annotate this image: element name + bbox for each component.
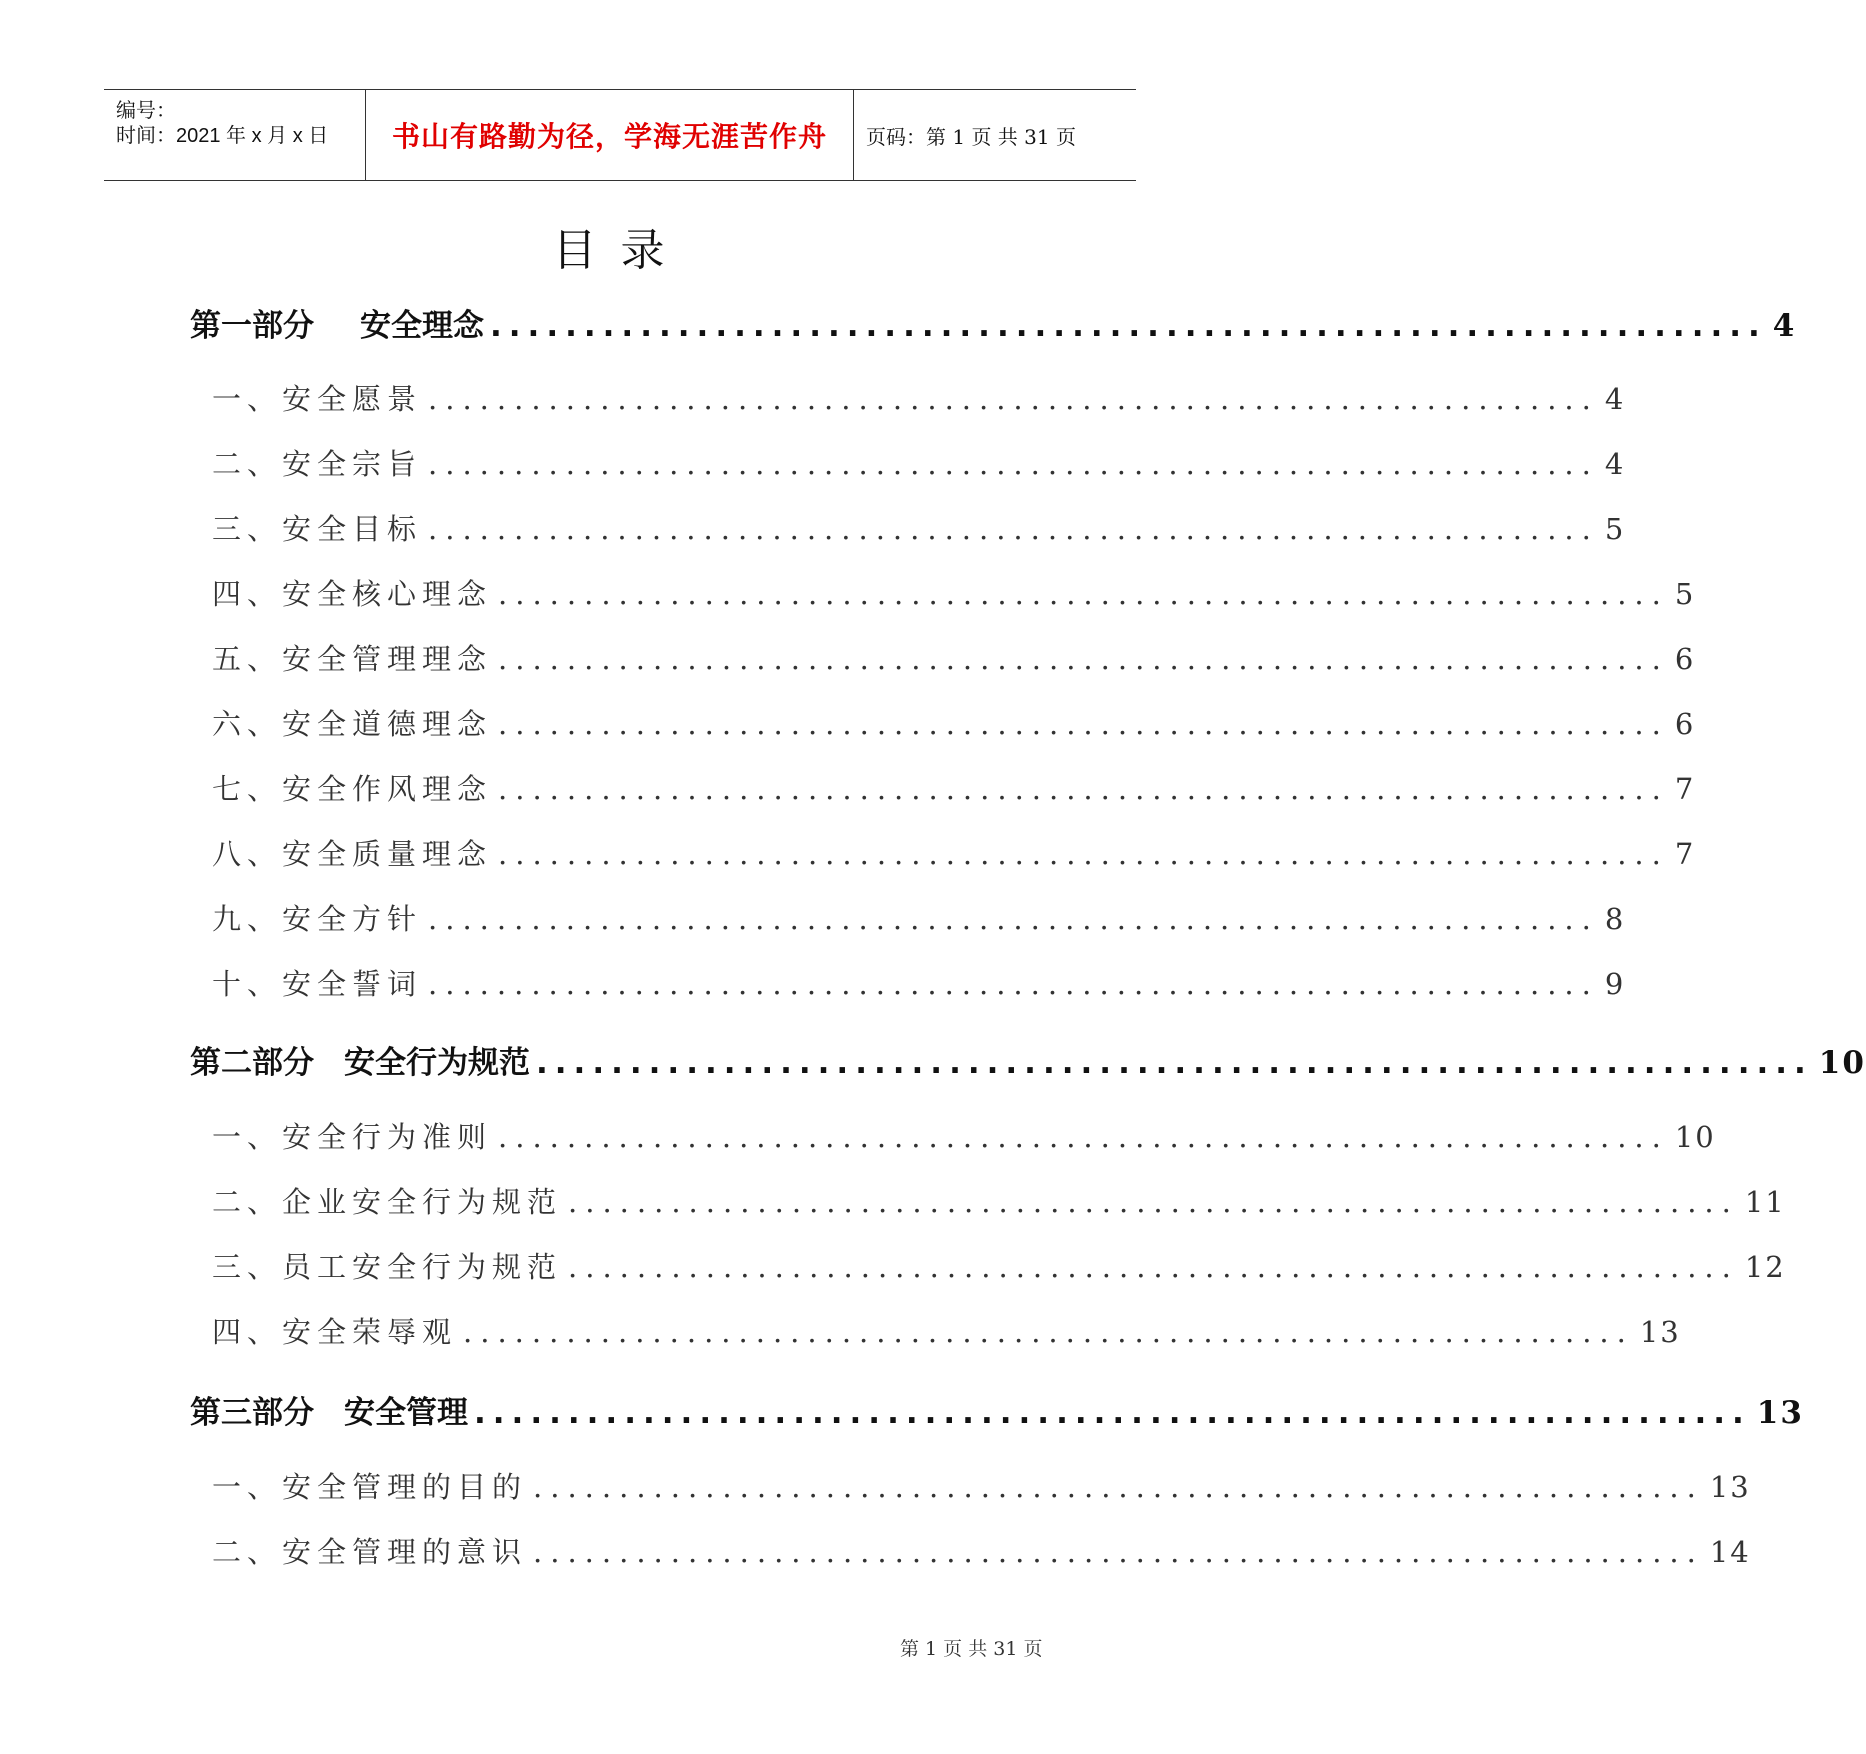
page-footer: 第 1 页 共 31 页 <box>900 1638 1043 1660</box>
toc-item[interactable] <box>212 1245 1786 1286</box>
toc-leader-dots: .................................................................... <box>428 512 1599 546</box>
toc-leader-dots: .................................................................... <box>533 1535 1704 1569</box>
page-title: 目录 <box>552 225 689 276</box>
toc-item[interactable] <box>212 1115 1716 1156</box>
toc-item-label: 十、安全誓词 <box>212 967 423 1001</box>
header-motto <box>366 90 854 180</box>
toc-page-number: 9 <box>1604 967 1626 1001</box>
toc-leader-dots: .................................................................... <box>463 1315 1634 1349</box>
toc-item[interactable] <box>212 962 1626 1003</box>
toc-item-label: 六、安全道德理念 <box>212 707 493 741</box>
toc-page-number: 5 <box>1674 577 1696 611</box>
toc-leader-dots: .................................................................... <box>428 902 1599 936</box>
toc-leader-dots: .................................................................... <box>428 967 1599 1001</box>
toc-item[interactable] <box>212 442 1626 483</box>
toc-part-2[interactable] <box>190 1037 1866 1082</box>
toc-leader-dots: .................................................................... <box>498 577 1669 611</box>
toc-leader-dots: .................................................................... <box>568 1185 1739 1219</box>
toc-item-label: 二、安全管理的意识 <box>212 1535 528 1569</box>
toc-section-label: 第三部分 <box>190 1395 314 1431</box>
toc-item[interactable] <box>212 377 1626 418</box>
toc-item[interactable] <box>212 832 1696 873</box>
toc-item-label: 五、安全管理理念 <box>212 642 493 676</box>
toc-page-number: 6 <box>1674 642 1696 676</box>
header-meta <box>104 90 366 180</box>
toc-item-label: 二、企业安全行为规范 <box>212 1185 563 1219</box>
toc-page-number: 4 <box>1772 308 1797 344</box>
toc-section-label: 第一部分 <box>190 308 314 344</box>
toc-leader-dots: .................................................................... <box>474 1395 1751 1431</box>
toc-leader-dots: .................................................................... <box>498 642 1669 676</box>
toc-item[interactable] <box>212 1310 1681 1351</box>
toc-page-number: 10 <box>1674 1120 1716 1154</box>
toc-item-label: 一、安全管理的目的 <box>212 1470 528 1504</box>
toc-page-number: 12 <box>1744 1250 1786 1284</box>
page-header <box>104 89 1136 181</box>
toc-page-number: 13 <box>1639 1315 1681 1349</box>
toc-item-label: 八、安全质量理念 <box>212 837 493 871</box>
toc-leader-dots: .................................................................... <box>490 308 1767 344</box>
toc-leader-dots: .................................................................... <box>533 1470 1704 1504</box>
toc-part-3[interactable] <box>190 1387 1804 1432</box>
toc-part-title: 安全理念 <box>360 308 484 344</box>
toc-leader-dots: .................................................................... <box>498 837 1669 871</box>
toc-item-label: 四、安全荣辱观 <box>212 1315 458 1349</box>
toc-page-number: 14 <box>1709 1535 1751 1569</box>
toc-page-number: 5 <box>1604 512 1626 546</box>
toc-leader-dots: .................................................................... <box>498 772 1669 806</box>
toc-page-number: 7 <box>1674 772 1696 806</box>
number-label: 编号： <box>116 100 176 122</box>
toc-item[interactable] <box>212 1530 1751 1571</box>
toc-item-label: 三、安全目标 <box>212 512 423 546</box>
toc-item-label: 九、安全方针 <box>212 902 423 936</box>
toc-item[interactable] <box>212 897 1626 938</box>
toc-leader-dots: .................................................................... <box>498 707 1669 741</box>
toc-item[interactable] <box>212 572 1696 613</box>
toc-item[interactable] <box>212 702 1696 743</box>
toc-page-number: 13 <box>1756 1395 1804 1431</box>
toc-item[interactable] <box>212 1465 1751 1506</box>
toc-leader-dots: .................................................................... <box>568 1250 1739 1284</box>
toc-page-number: 10 <box>1818 1045 1866 1081</box>
toc-leader-dots: .................................................................... <box>428 382 1599 416</box>
toc-item[interactable] <box>212 767 1696 808</box>
toc-part-1[interactable] <box>190 300 1797 345</box>
toc-page-number: 6 <box>1674 707 1696 741</box>
toc-item-label: 一、安全行为准则 <box>212 1120 493 1154</box>
header-page-info <box>854 90 1136 180</box>
page-label: 页码：第 1 页 共 31 页 <box>866 124 1076 149</box>
toc-part-title: 安全管理 <box>344 1395 468 1431</box>
toc-item-label: 三、员工安全行为规范 <box>212 1250 563 1284</box>
toc-item-label: 一、安全愿景 <box>212 382 423 416</box>
toc-leader-dots: .................................................................... <box>498 1120 1669 1154</box>
toc-section-label: 第二部分 <box>190 1045 314 1081</box>
toc-item-label: 四、安全核心理念 <box>212 577 493 611</box>
toc-item[interactable] <box>212 637 1696 678</box>
toc-item-label: 二、安全宗旨 <box>212 447 423 481</box>
toc-item[interactable] <box>212 1180 1786 1221</box>
toc-page-number: 13 <box>1709 1470 1751 1504</box>
toc-page-number: 8 <box>1604 902 1626 936</box>
toc-page-number: 7 <box>1674 837 1696 871</box>
motto-text: 书山有路勤为径，学海无涯苦作舟 <box>391 120 827 153</box>
toc-item[interactable] <box>212 507 1626 548</box>
toc-leader-dots: .................................................................... <box>428 447 1599 481</box>
toc-page-number: 11 <box>1744 1185 1786 1219</box>
toc-item-label: 七、安全作风理念 <box>212 772 493 806</box>
toc-page-number: 4 <box>1604 447 1626 481</box>
time-label: 时间：2021 年 x 月 x 日 <box>116 125 329 147</box>
toc-page-number: 4 <box>1604 382 1626 416</box>
toc-leader-dots: .................................................................... <box>536 1045 1813 1081</box>
toc-part-title: 安全行为规范 <box>344 1045 530 1081</box>
